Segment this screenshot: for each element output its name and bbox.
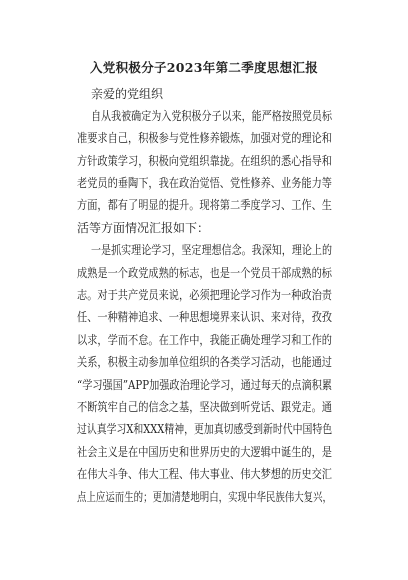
body-line: 关系，积极主动参加单位组织的各类学习活动，也能通过 bbox=[77, 355, 333, 369]
body-line: 不断筑牢自己的信念之基，坚决做到听党话、跟党走。通 bbox=[77, 400, 333, 414]
body-line: 自从我被确定为入党积极分子以来，能严格按照党员标 bbox=[91, 109, 333, 123]
body-line: 志。对于共产党员来说，必须把理论学习作为一种政治责 bbox=[77, 288, 333, 302]
body-line: 准要求自己，积极参与党性修养锻炼，加强对党的理论和 bbox=[77, 131, 333, 145]
body-line: 以求，学而不怠。在工作中，我能正确处理学习和工作的 bbox=[77, 333, 333, 347]
body-line: 在伟大斗争、伟大工程、伟大事业、伟大梦想的历史交汇 bbox=[77, 467, 333, 481]
body-line: 社会主义是在中国历史和世界历史的大逻辑中诞生的，是 bbox=[77, 445, 333, 459]
body-line: 成熟是一个政党成熟的标志，也是一个党员干部成熟的标 bbox=[77, 266, 333, 280]
body-line: 老党员的垂陶下，我在政治觉悟、党性修养、业务能力等 bbox=[77, 176, 333, 190]
body-line: 过认真学习X和XXX精神，更加真切感受到新时代中国特色 bbox=[77, 422, 333, 436]
body-line: “学习强国”APP加强政治理论学习，通过每天的点滴积累 bbox=[77, 378, 333, 392]
body-line: 任、一种精神追求、一种思想境界来认识、来对待，孜孜 bbox=[77, 310, 333, 324]
body-line: 点上应运而生的；更加清楚地明白，实现中华民族伟大复兴， bbox=[77, 490, 333, 504]
body-line: 方面，都有了明显的提升。现将第二季度学习、工作、生 bbox=[77, 198, 333, 212]
body-line: 一是抓实理论学习，坚定理想信念。我深知，理论上的 bbox=[91, 243, 333, 257]
salutation: 亲爱的党组织 bbox=[91, 87, 164, 101]
body-line: 方针政策学习，积极向党组织靠拢。在组织的悉心指导和 bbox=[77, 154, 333, 168]
body-line: 活等方面情况汇报如下： bbox=[77, 221, 210, 235]
document-title: 入党积极分子2023年第二季度思想汇报 bbox=[90, 60, 318, 75]
